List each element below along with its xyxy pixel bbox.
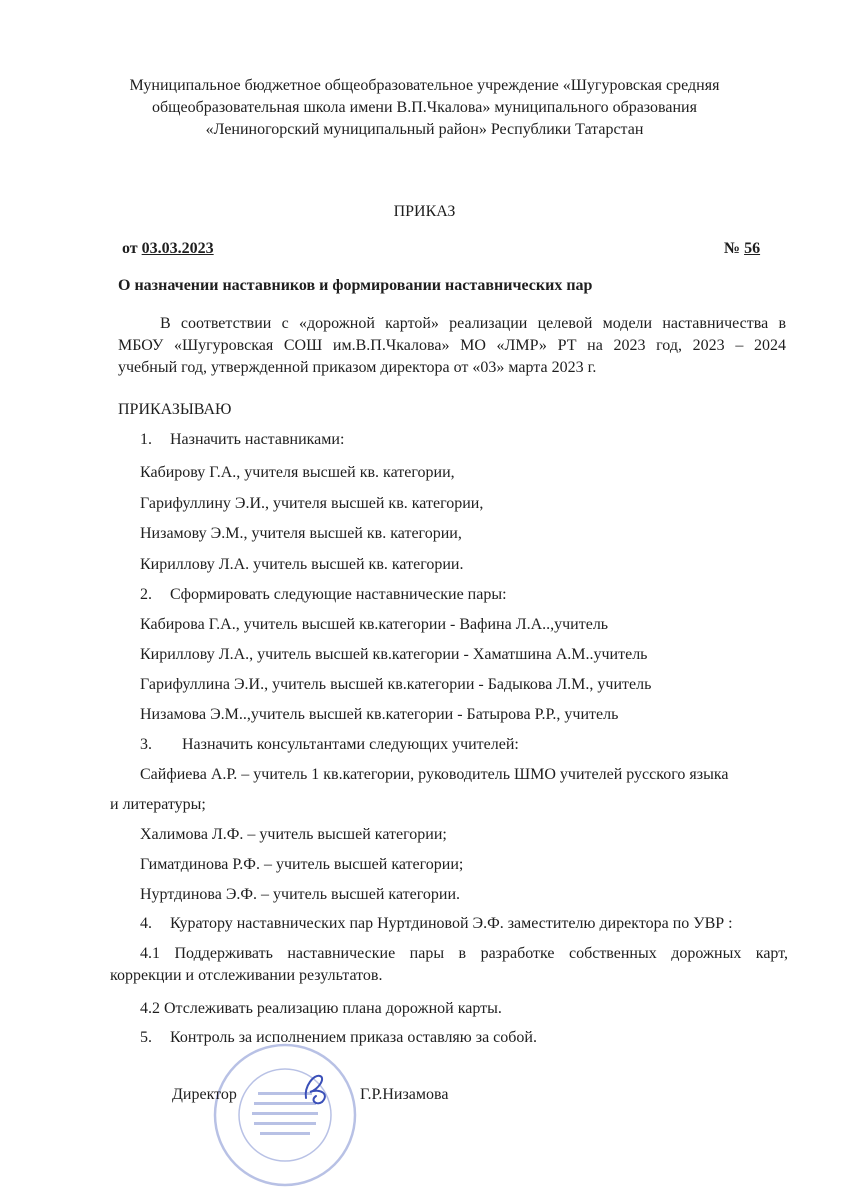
pair-item: Кириллову Л.А., учитель высшей кв.категории - Хаматшина А.М..учитель — [140, 646, 648, 663]
item-4-number: 4. — [140, 915, 152, 932]
signature-title: Директор — [172, 1086, 237, 1103]
item-3-number: 3. — [140, 736, 152, 753]
document-number — [724, 239, 760, 259]
signature-name: Г.Р.Низамова — [360, 1086, 449, 1103]
mentor-item: Кириллову Л.А. учитель высшей кв. категории. — [140, 556, 464, 573]
item-4-1-text: Поддерживать наставнические пары в разработке собственных дорожных карт, — [174, 945, 789, 962]
item-3-text: Назначить консультантами следующих учителей: — [182, 736, 519, 753]
header-line-1: Муниципальное бюджетное общеобразовательное учреждение «Шугуровская средняя — [129, 77, 720, 94]
item-1 — [140, 430, 344, 450]
consultant-item: Халимова Л.Ф. – учитель высшей категории; — [140, 826, 447, 843]
mentor-item: Гарифуллину Э.И., учителя высшей кв. категории, — [140, 495, 484, 512]
item-3 — [140, 735, 519, 755]
document-date — [122, 239, 214, 259]
item-4-1-line-2: коррекции и отслеживании результатов. — [110, 967, 383, 984]
preamble-line-1: В соответствии с «дорожной картой» реализации целевой модели наставничества в — [160, 315, 786, 332]
order-word: ПРИКАЗЫВАЮ — [118, 401, 232, 418]
header-line-3: «Лениногорский муниципальный район» Республики Татарстан — [205, 121, 644, 138]
item-4-1-line-1 — [140, 944, 788, 964]
item-1-text: Назначить наставниками: — [170, 431, 345, 448]
consultant-line-1: Сайфиева А.Р. – учитель 1 кв.категории, руководитель ШМО учителей русского языка — [140, 766, 729, 783]
item-5-text: Контроль за исполнением приказа оставляю за собой. — [170, 1029, 537, 1046]
header-line-2: общеобразовательная школа имени В.П.Чкалова» муниципального образования — [152, 99, 697, 116]
item-2-number: 2. — [140, 586, 152, 603]
consultant-item: Нуртдинова Э.Ф. – учитель высшей категории. — [140, 886, 461, 903]
item-4-2-number: 4.2 — [140, 1000, 160, 1017]
pair-item: Гарифуллина Э.И., учитель высшей кв.категории - Бадыкова Л.М., учитель — [140, 676, 652, 693]
item-5-number: 5. — [140, 1029, 152, 1046]
consultant-line-2: и литературы; — [110, 796, 206, 813]
item-4-1-number: 4.1 — [140, 945, 160, 962]
preamble-line-2: МБОУ «Шугуровская СОШ им.В.П.Чкалова» МО «ЛМР» РТ на 2023 год, 2023 – 2024 — [118, 337, 786, 354]
number-prefix: № — [724, 240, 741, 257]
official-stamp — [210, 1040, 360, 1190]
mentor-item: Низамову Э.М., учителя высшей кв. категории, — [140, 525, 462, 542]
document-title: ПРИКАЗ — [393, 203, 456, 220]
item-4-2 — [140, 999, 502, 1019]
item-4-text: Куратору наставнических пар Нуртдиновой Э.Ф. заместителю директора по УВР : — [170, 915, 733, 932]
mentor-item: Кабирову Г.А., учителя высшей кв. категории, — [140, 464, 455, 481]
pair-item: Кабирова Г.А., учитель высшей кв.категории - Вафина Л.А..,учитель — [140, 616, 609, 633]
number-value: 56 — [744, 240, 761, 257]
item-4-2-text: Отслеживать реализацию плана дорожной карты. — [164, 1000, 502, 1017]
date-prefix: от — [122, 240, 138, 257]
consultant-item: Гиматдинова Р.Ф. – учитель высшей категории; — [140, 856, 464, 873]
preamble-line-3: учебный год, утвержденной приказом директора от «03» марта 2023 г. — [118, 359, 597, 376]
item-2-text: Сформировать следующие наставнические пары: — [170, 586, 507, 603]
item-1-number: 1. — [140, 431, 152, 448]
item-2 — [140, 585, 507, 605]
item-4 — [140, 914, 733, 934]
director-signature — [300, 1068, 334, 1108]
document-subject: О назначении наставников и формировании наставнических пар — [118, 277, 593, 294]
date-value: 03.03.2023 — [141, 240, 214, 257]
pair-item: Низамова Э.М..,учитель высшей кв.категории - Батырова Р.Р., учитель — [140, 706, 619, 723]
